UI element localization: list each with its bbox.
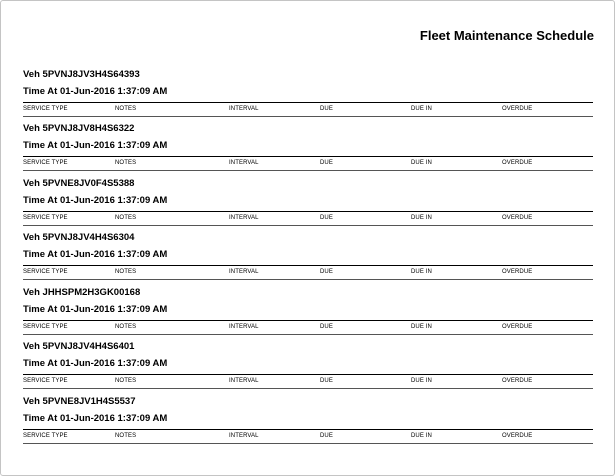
col-overdue: OVERDUE <box>502 269 533 275</box>
col-service-type: SERVICE TYPE <box>23 215 68 221</box>
column-header-row <box>23 215 593 225</box>
header-underline <box>23 334 593 335</box>
time-at: Time At 01-Jun-2016 1:37:09 AM <box>23 304 168 315</box>
column-header-row <box>23 324 593 334</box>
time-at: Time At 01-Jun-2016 1:37:09 AM <box>23 195 168 206</box>
col-due: DUE <box>320 433 333 439</box>
col-service-type: SERVICE TYPE <box>23 160 68 166</box>
col-interval: INTERVAL <box>229 160 259 166</box>
col-notes: NOTES <box>115 106 137 112</box>
vehicle-section <box>23 341 593 395</box>
section-divider <box>23 320 593 321</box>
vehicle-id: Veh 5PVNE8JV1H4S5537 <box>23 396 136 407</box>
report-title: Fleet Maintenance Schedule <box>419 28 594 43</box>
col-service-type: SERVICE TYPE <box>23 378 68 384</box>
col-overdue: OVERDUE <box>502 324 533 330</box>
col-interval: INTERVAL <box>229 269 259 275</box>
col-due: DUE <box>320 378 333 384</box>
vehicle-section <box>23 396 593 450</box>
vehicle-id: Veh 5PVNE8JV0F4S5388 <box>23 178 135 189</box>
col-service-type: SERVICE TYPE <box>23 433 68 439</box>
header-underline <box>23 443 593 444</box>
col-due: DUE <box>320 269 333 275</box>
vehicle-section <box>23 69 593 123</box>
col-due-in: DUE IN <box>411 215 432 221</box>
header-underline <box>23 116 593 117</box>
col-due-in: DUE IN <box>411 433 432 439</box>
column-header-row <box>23 106 593 116</box>
time-at: Time At 01-Jun-2016 1:37:09 AM <box>23 86 168 97</box>
column-header-row <box>23 160 593 170</box>
col-due: DUE <box>320 160 333 166</box>
col-interval: INTERVAL <box>229 324 259 330</box>
vehicle-section <box>23 123 593 177</box>
col-notes: NOTES <box>115 378 137 384</box>
col-due-in: DUE IN <box>411 378 432 384</box>
col-notes: NOTES <box>115 215 137 221</box>
vehicle-id: Veh 5PVNJ8JV3H4S64393 <box>23 69 140 80</box>
section-divider <box>23 156 593 157</box>
col-interval: INTERVAL <box>229 106 259 112</box>
col-due-in: DUE IN <box>411 324 432 330</box>
column-header-row <box>23 269 593 279</box>
col-interval: INTERVAL <box>229 378 259 384</box>
col-overdue: OVERDUE <box>502 215 533 221</box>
header-underline <box>23 225 593 226</box>
col-overdue: OVERDUE <box>502 106 533 112</box>
col-interval: INTERVAL <box>229 215 259 221</box>
time-at: Time At 01-Jun-2016 1:37:09 AM <box>23 358 168 369</box>
time-at: Time At 01-Jun-2016 1:37:09 AM <box>23 249 168 260</box>
vehicle-id: Veh JHHSPM2H3GK00168 <box>23 287 141 298</box>
section-divider <box>23 265 593 266</box>
section-divider <box>23 429 593 430</box>
header-underline <box>23 279 593 280</box>
column-header-row <box>23 378 593 388</box>
header-underline <box>23 170 593 171</box>
col-due-in: DUE IN <box>411 269 432 275</box>
col-notes: NOTES <box>115 433 137 439</box>
col-due-in: DUE IN <box>411 160 432 166</box>
col-overdue: OVERDUE <box>502 378 533 384</box>
col-notes: NOTES <box>115 324 137 330</box>
col-service-type: SERVICE TYPE <box>23 269 68 275</box>
col-notes: NOTES <box>115 160 137 166</box>
col-due: DUE <box>320 215 333 221</box>
vehicle-section <box>23 232 593 286</box>
vehicle-section <box>23 287 593 341</box>
vehicle-id: Veh 5PVNJ8JV8H4S6322 <box>23 123 135 134</box>
time-at: Time At 01-Jun-2016 1:37:09 AM <box>23 413 168 424</box>
col-service-type: SERVICE TYPE <box>23 106 68 112</box>
col-overdue: OVERDUE <box>502 160 533 166</box>
time-at: Time At 01-Jun-2016 1:37:09 AM <box>23 140 168 151</box>
col-notes: NOTES <box>115 269 137 275</box>
column-header-row <box>23 433 593 443</box>
section-divider <box>23 374 593 375</box>
vehicle-id: Veh 5PVNJ8JV4H4S6304 <box>23 232 135 243</box>
vehicle-id: Veh 5PVNJ8JV4H4S6401 <box>23 341 135 352</box>
col-due: DUE <box>320 106 333 112</box>
col-interval: INTERVAL <box>229 433 259 439</box>
section-divider <box>23 211 593 212</box>
col-service-type: SERVICE TYPE <box>23 324 68 330</box>
vehicle-section <box>23 178 593 232</box>
col-overdue: OVERDUE <box>502 433 533 439</box>
col-due: DUE <box>320 324 333 330</box>
col-due-in: DUE IN <box>411 106 432 112</box>
section-divider <box>23 102 593 103</box>
header-underline <box>23 388 593 389</box>
